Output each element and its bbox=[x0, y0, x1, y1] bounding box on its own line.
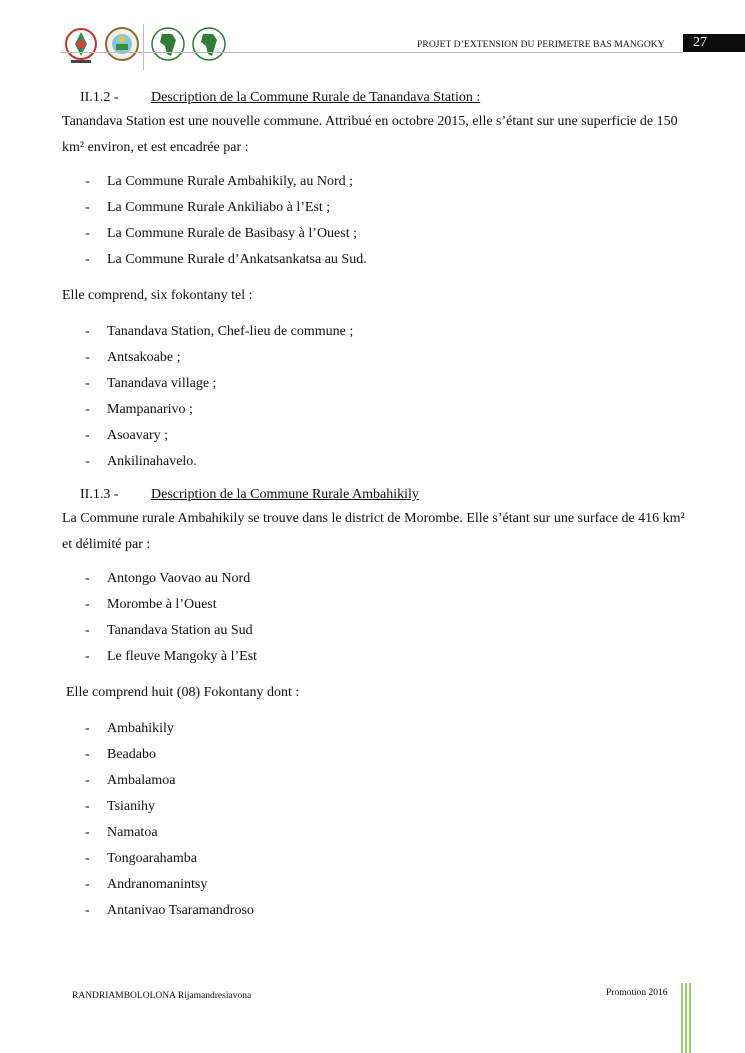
list-item: - Beadabo bbox=[85, 747, 156, 762]
logo-divider bbox=[143, 24, 144, 70]
list-item: - Le fleuve Mangoky à l’Est bbox=[85, 649, 258, 664]
section-title: Description de la Commune Rurale de Tanandava Station : bbox=[151, 90, 481, 105]
list-item: - Namatoa bbox=[85, 825, 158, 840]
african-fund-logo bbox=[150, 26, 186, 66]
section-heading bbox=[62, 88, 687, 108]
section-intro: Tanandava Station est une nouvelle commune. Attribué en octobre 2015, elle s’étant sur une superficie de 150 km² environ, et est encadrée par : bbox=[62, 114, 678, 155]
list-item: - Tanandava Station, Chef-lieu de commune ; bbox=[85, 324, 354, 339]
section-title: Description de la Commune Rurale Ambahikily bbox=[151, 487, 419, 502]
sub-intro: Elle comprend huit (08) Fokontany dont : bbox=[66, 685, 300, 700]
list-item: - Antsakoabe ; bbox=[85, 350, 181, 365]
list-item: - Mampanarivo ; bbox=[85, 402, 193, 417]
list-item: - Antanivao Tsaramandroso bbox=[85, 903, 254, 918]
page-number: 27 bbox=[683, 34, 745, 52]
african-bank-logo bbox=[191, 26, 227, 66]
list-item: - Morombe à l’Ouest bbox=[85, 597, 217, 612]
list-item: - La Commune Rurale d’Ankatsankatsa au Sud. bbox=[85, 252, 367, 267]
list-item: - Antongo Vaovao au Nord bbox=[85, 571, 251, 586]
fokontany-list bbox=[62, 716, 687, 924]
boundaries-list bbox=[62, 566, 687, 670]
list-item: - Asoavary ; bbox=[85, 428, 169, 443]
list-item: - Andranomanintsy bbox=[85, 877, 208, 892]
sub-intro: Elle comprend, six fokontany tel : bbox=[62, 288, 253, 303]
header-title: PROJET D’EXTENSION DU PERIMETRE BAS MANGOKY bbox=[417, 40, 665, 50]
header-rule bbox=[60, 52, 683, 53]
list-item: - La Commune Rurale Ankiliabo à l’Est ; bbox=[85, 200, 331, 215]
list-item: - Tongoarahamba bbox=[85, 851, 197, 866]
footer-author: RANDRIAMBOLOLONA Rijamandresiavona bbox=[72, 991, 252, 1001]
list-item: - Tanandava village ; bbox=[85, 376, 217, 391]
section-heading bbox=[62, 485, 687, 505]
footer-promotion: Promotion 2016 bbox=[606, 988, 668, 998]
fokontany-list bbox=[62, 319, 687, 475]
list-item: - La Commune Rurale de Basibasy à l’Ouest ; bbox=[85, 226, 357, 241]
section-intro: La Commune rurale Ambahikily se trouve dans le district de Morombe. Elle s’étant sur une surface de 416 km² et délimité par : bbox=[62, 511, 685, 552]
list-item: - Ambahikily bbox=[85, 721, 174, 736]
list-item: - Ankilinahavelo. bbox=[85, 454, 197, 469]
list-item: - La Commune Rurale Ambahikily, au Nord ; bbox=[85, 174, 353, 189]
document-body bbox=[62, 88, 687, 924]
list-item: - Tanandava Station au Sud bbox=[85, 623, 253, 638]
list-item: - Ambalamoa bbox=[85, 773, 176, 788]
section-number: II.1.3 - bbox=[80, 487, 119, 502]
institute-seal-logo bbox=[104, 26, 140, 66]
list-item: - Tsianihy bbox=[85, 799, 156, 814]
bordering-communes-list bbox=[62, 169, 687, 273]
section-number: II.1.2 - bbox=[80, 90, 119, 105]
ministry-crest-logo bbox=[63, 26, 99, 66]
